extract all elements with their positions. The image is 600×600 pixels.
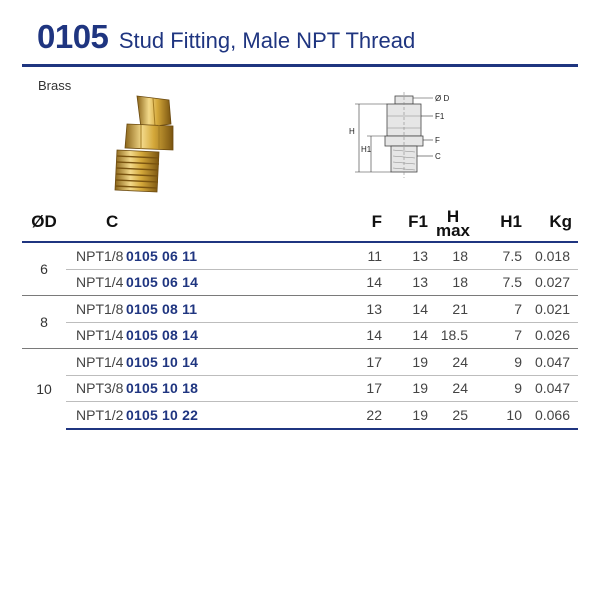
table-row: [22, 242, 578, 269]
h-cell: 25: [428, 402, 478, 429]
h-cell: 18: [428, 242, 478, 269]
h-cell: 21: [428, 296, 478, 323]
f1-cell: 13: [382, 269, 428, 296]
part-number: 0105 06 14: [126, 269, 336, 296]
h-cell: 24: [428, 375, 478, 402]
diagram-label-h1: H1: [361, 145, 372, 154]
kg-cell: 0.021: [522, 296, 578, 323]
f1-cell: 19: [382, 349, 428, 376]
col-header-c: C: [106, 212, 119, 231]
table-row: [22, 349, 578, 376]
col-header-kg: Kg: [549, 212, 572, 231]
kg-cell: 0.066: [522, 402, 578, 429]
f1-cell: 19: [382, 375, 428, 402]
col-header-h-top: H: [446, 207, 460, 226]
part-number: 0105 08 11: [126, 296, 336, 323]
f-cell: 14: [336, 269, 382, 296]
od-cell: 8: [22, 296, 66, 349]
part-number: 0105 10 22: [126, 402, 336, 429]
table-row: [22, 269, 578, 296]
f-cell: 11: [336, 242, 382, 269]
od-cell: 10: [22, 349, 66, 429]
diagram-label-c: C: [435, 152, 441, 161]
kg-cell: 0.018: [522, 242, 578, 269]
h1-cell: 7.5: [478, 269, 522, 296]
f-cell: 13: [336, 296, 382, 323]
h1-cell: 10: [478, 402, 522, 429]
h1-cell: 9: [478, 349, 522, 376]
col-header-f1: F1: [408, 212, 428, 231]
f-cell: 17: [336, 349, 382, 376]
col-header-od: ØD: [31, 212, 57, 231]
h1-cell: 9: [478, 375, 522, 402]
kg-cell: 0.047: [522, 349, 578, 376]
thread-cell: NPT3/8: [66, 375, 126, 402]
f1-cell: 13: [382, 242, 428, 269]
diagram-label-h: H: [349, 127, 355, 136]
diagram-label-f: F: [435, 136, 440, 145]
table-header-row: [22, 203, 578, 242]
material-label: Brass: [38, 78, 72, 93]
diagram-label-f1: F1: [435, 112, 445, 121]
f-cell: 17: [336, 375, 382, 402]
h-cell: 18.5: [428, 322, 478, 349]
thread-cell: NPT1/4: [66, 322, 126, 349]
thread-cell: NPT1/4: [66, 349, 126, 376]
col-header-h1: H1: [500, 212, 522, 231]
part-number: 0105 06 11: [126, 242, 336, 269]
f-cell: 22: [336, 402, 382, 429]
page-header: [37, 18, 415, 56]
diagram-label-d: Ø D: [435, 94, 450, 103]
table-row: [22, 402, 578, 429]
kg-cell: 0.047: [522, 375, 578, 402]
thread-cell: NPT1/2: [66, 402, 126, 429]
product-title: Stud Fitting, Male NPT Thread: [118, 28, 416, 53]
kg-cell: 0.026: [522, 322, 578, 349]
h-cell: 24: [428, 349, 478, 376]
dimension-diagram: [345, 90, 475, 180]
kg-cell: 0.027: [522, 269, 578, 296]
dimension-table: [22, 203, 578, 430]
part-number: 0105 08 14: [126, 322, 336, 349]
table-row: [22, 322, 578, 349]
od-cell: 6: [22, 242, 66, 296]
f1-cell: 19: [382, 402, 428, 429]
table-row: [22, 296, 578, 323]
header-divider: [22, 64, 578, 67]
f1-cell: 14: [382, 322, 428, 349]
product-code: 0105: [37, 18, 109, 55]
f1-cell: 14: [382, 296, 428, 323]
thread-cell: NPT1/8: [66, 242, 126, 269]
thread-cell: NPT1/8: [66, 296, 126, 323]
thread-cell: NPT1/4: [66, 269, 126, 296]
part-number: 0105 10 14: [126, 349, 336, 376]
col-header-h: [428, 203, 478, 242]
part-number: 0105 10 18: [126, 375, 336, 402]
h1-cell: 7: [478, 322, 522, 349]
table-row: [22, 375, 578, 402]
col-header-f: F: [371, 212, 382, 231]
h1-cell: 7.5: [478, 242, 522, 269]
h-cell: 18: [428, 269, 478, 296]
fitting-photo: [97, 90, 187, 200]
f-cell: 14: [336, 322, 382, 349]
h1-cell: 7: [478, 296, 522, 323]
col-header-h-bottom: max: [435, 221, 471, 240]
